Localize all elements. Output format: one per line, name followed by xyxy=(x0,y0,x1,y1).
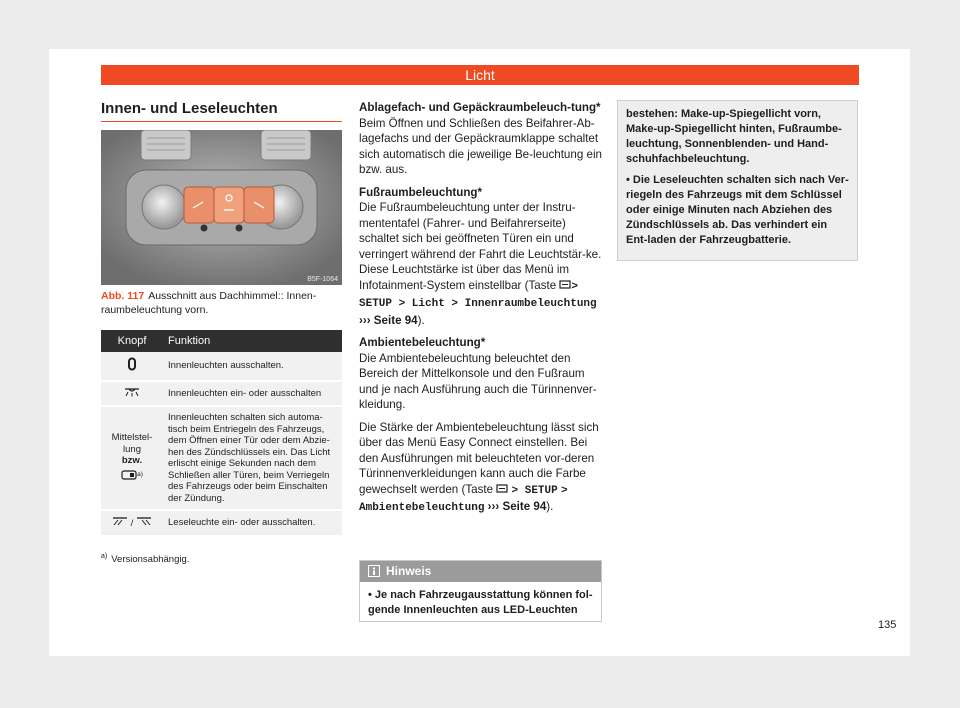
note-paragraph: Die Leseleuchten schalten sich nach Ver-riegeln des Fahrzeugs mit dem Schlüssel oder einige Minuten nach Abziehen des Zündschlüssels ab. Das verhindert ein Ent-laden der Fahrzeugbatterie. xyxy=(626,174,849,246)
col-header-knopf: Knopf xyxy=(101,330,163,352)
paragraph-ambiente-strength: Die Stärke der Ambientebeleuchtung lässt sich über das Menü Easy Connect einstellen. Bei den Ausführungen mit beleuchteten vor-deren Türinnenverkleidungen kann auch die Farbe gewechselt werden (Taste > SETUP > Ambientebeleuchtung ››› Seite 94). xyxy=(359,420,599,514)
heading-ablagefach: Ablagefach- und Gepäckraumbeleuch-tung* xyxy=(359,101,601,114)
key-separator: / xyxy=(130,518,134,529)
footnote-text: Versionsabhängig. xyxy=(111,554,190,566)
roof-console-figure xyxy=(101,130,342,285)
power-icon xyxy=(127,357,137,371)
page-ref-link[interactable]: ››› Seite 94 xyxy=(359,313,418,327)
row-func: Leseleuchte ein- oder ausschalten. xyxy=(163,510,342,536)
page-number: 135 xyxy=(878,619,897,631)
menu-key-icon xyxy=(559,279,571,289)
roof-console-illustration xyxy=(101,130,342,285)
figure-caption-text: Ausschnitt aus Dachhimmel:: Innen-raumbeleuchtung vorn. xyxy=(101,290,317,316)
menu-key-icon xyxy=(496,483,508,493)
key-text-or: bzw. xyxy=(121,455,143,467)
key-text-middle-position: Mittelstel-lung xyxy=(111,432,153,455)
table-row xyxy=(101,406,342,510)
door-contact-icon xyxy=(121,470,137,480)
row-func: Innenleuchten schalten sich automa-tisch beim Entriegeln des Fahrzeugs, dem Öffnen einer Tür oder dem Abzie-hen des Zündschlüssels ein. Das Licht erlischt einige Sekunden nach dem Schließen aller Türen, beim Verriegeln des Fahrzeugs oder beim Einschalten der Zündung. xyxy=(163,406,342,510)
menu-path-ambiente: > Ambientebeleuchtung xyxy=(359,484,568,514)
hinweis-title: Hinweis xyxy=(386,564,432,578)
figure-id: B5F-1064 xyxy=(307,276,338,283)
note-paragraph: bestehen: Make-up-Spiegellicht vorn, Make-up-Spiegellicht hinten, Fußraumbe-leuchtung, Sonnenblenden- und Hand-schuhfachbeleuchtung. xyxy=(626,108,842,165)
interior-light-icon xyxy=(123,387,141,397)
button-function-table xyxy=(101,330,342,537)
page-ref-link[interactable]: ››› Seite 94 xyxy=(487,500,547,513)
table-row xyxy=(101,381,342,407)
menu-path-licht: SETUP > Licht > Innenraumbeleuchtung xyxy=(359,298,597,310)
paragraph-fussraum: Die Fußraumbeleuchtung unter der Instru-mententafel (Fahrer- und Beifahrerseite) schaltet sich bei geöffneten Türen ein und verringert während der Fahrt die Leuchtstär-ke. Diese Leuchtstärke ist über das Menü im Infotainment-System einstellbar (Taste > SETUP > Licht > Innenraumbeleuchtung ››› Seite 94). xyxy=(359,201,602,327)
paragraph-ablagefach: Beim Öffnen und Schließen des Beifahrer-Ab-lagefachs und der Gepäckraumklappe schaltet sich automatisch die jeweilige Be-leuchtung ein bzw. aus. xyxy=(359,116,602,176)
table-row xyxy=(101,352,342,381)
row-func: Innenleuchten ein- oder ausschalten xyxy=(163,381,342,407)
table-row xyxy=(101,510,342,536)
section-title: Innen- und Leseleuchten xyxy=(101,100,278,117)
paragraph-ambiente: Die Ambientebeleuchtung beleuchtet den Bereich der Mittelkonsole und den Fußraum und je nach Ausführung auch die Türinnenver-kleidung. xyxy=(359,351,597,411)
hinweis-text: Je nach Fahrzeugausstattung können fol-gende Innenleuchten aus LED-Leuchten xyxy=(368,589,593,616)
section-underline xyxy=(101,121,342,122)
reading-light-left-icon xyxy=(112,516,128,526)
table-footnote xyxy=(101,553,189,565)
figure-caption xyxy=(101,289,342,317)
menu-path-setup: > SETUP xyxy=(511,484,558,497)
info-icon xyxy=(368,565,380,577)
hinweis-box: Hinweis • Je nach Fahrzeugausstattung können fol-gende Innenleuchten aus LED-Leuchten xyxy=(359,560,602,622)
row-func: Innenleuchten ausschalten. xyxy=(163,352,342,381)
heading-fussraum: Fußraumbeleuchtung* xyxy=(359,185,483,199)
col-header-funktion: Funktion xyxy=(163,330,342,352)
footnote-ref: a) xyxy=(137,470,143,478)
hinweis-continued-box: bestehen: Make-up-Spiegellicht vorn, Make-up-Spiegellicht hinten, Fußraumbe-leuchtung, Sonnenblenden- und Hand-schuhfachbeleuchtung. • Die Leseleuchten schalten sich nach Ver-riegeln des Fahrzeugs mit dem Schlüssel oder einige Minuten nach Abziehen des Zündschlüssels ab. Das verhindert ein Ent-laden der Fahrzeugbatterie. xyxy=(617,100,858,261)
heading-ambiente: Ambientebeleuchtung* xyxy=(359,336,486,349)
footnote-mark: a) xyxy=(101,553,108,560)
figure-label: Abb. 117 xyxy=(101,290,145,302)
reading-light-right-icon xyxy=(136,516,152,526)
chapter-header: Licht xyxy=(101,65,859,85)
column-2 xyxy=(359,100,603,524)
